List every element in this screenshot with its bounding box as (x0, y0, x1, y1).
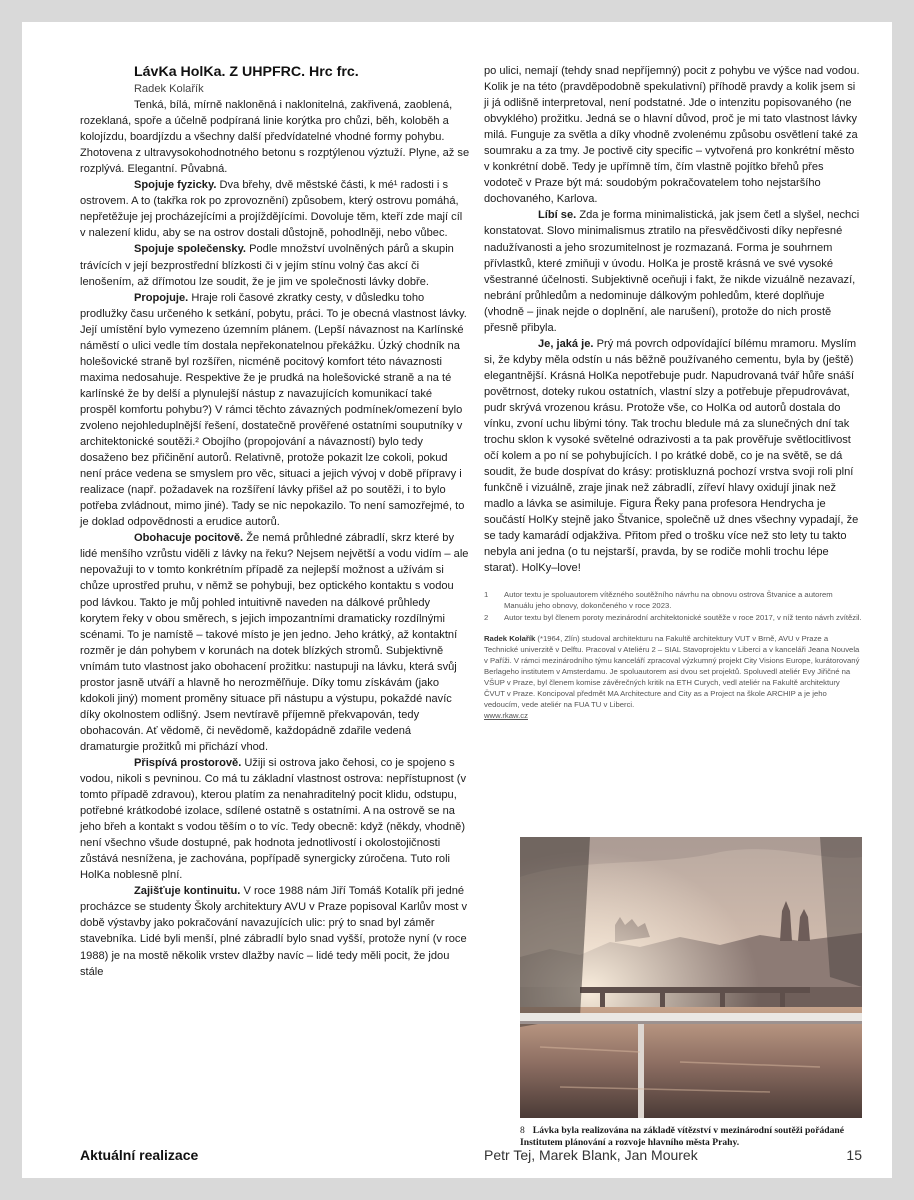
footnote-text: Autor textu je spoluautorem vítězného soutěžního návrhu na obnovu ostrova Štvanice a autorem Manuálu jeho obnovy, dokončeného v roce 2023. (504, 589, 833, 610)
footer-authors: Petr Tej, Marek Blank, Jan Mourek (484, 1147, 698, 1163)
left-column (80, 63, 470, 980)
footer-section-name: Aktuální realizace (80, 1147, 199, 1163)
footnotes (484, 589, 862, 623)
right-column (484, 63, 862, 721)
bio-website-link[interactable]: www.rkaw.cz (484, 710, 528, 720)
footnote (484, 612, 862, 623)
page-number: 15 (846, 1147, 862, 1163)
bridge-photo (520, 837, 862, 1118)
author-bio (484, 633, 862, 721)
paragraph: Tenká, bílá, mírně nakloněná i naklonitelná, zakřivená, zaoblená, rozeklaná, spoře a účelně podpíraná linie korýtka pro chůzi, běh, koloběh a kolojízdu, boardjízdu a všechny další předvídatelné vhodné formy pohybu. Zhotovena z ultravysokohodnotného betonu s rozptýlenou výztuží. Plyne, až se rozplývá. Elegantní. Půvabná. (80, 99, 470, 176)
paragraph: Propojuje. Hraje roli časové zkratky cesty, v důsledku toho prodlužky času určeného k setkání, pobytu, práci. To je obecná vlastnost lávky. Její umístění bylo vymezeno územním plánem. (Lepší návaznost na Karlínské náměstí o ulici vedle tím dostala nepřekonatelnou překážku. Úzký chodník na holešovické straně byl rozšířen, nicméně pocitový komfort této návaznosti maxima nedosahuje. Respektive že je prudká na holešovické straně a na té karlínské že by delší a plynulejší nástup z navazujících komunikací také prospěl komfortu pohybu?) V rámci těchto závazných podmínek/omezení bylo zvoleno nejohleduplnější řešení, dostatečně prověřené ostatními souputníky v architektonické soutěži.² Obojího (propojování a návazností) bylo tedy dosaženo bez přičinění autorů. Relativně, protože pokazit lze cokoli, pokud není práce vedena se smyslem pro věc, situaci a jejich vývoj v době přípravy i realizace (např. požadavek na rozšíření lávky přišel až po soutěži, i to bylo potřeba zvládnout, mimo jiné). Tady se nic nepokazilo. To není samozřejmé, to je doklad odpovědnosti a erudice autorů. (80, 291, 467, 529)
footnote-text: Autor textu byl členem poroty mezinárodní architektonické soutěže v roce 2017, v níž tento návrh zvítězil. (504, 612, 862, 622)
article-title: LávKa HolKa. Z UHPFRC. Hrc frc. (134, 64, 359, 80)
paragraph: po ulici, nemají (tehdy snad nepříjemný) pocit z pohybu ve výšce nad vodou. Kolik je na této (pravděpodobně spekulativní) příhodě pravdy a kolik jsem si ji já odlišně interpretoval, není podstatné. Jde o intenzitu popisovaného (ne obvyklého) prožitku. Jedná se o hlavní důvod, proč je mi tato vlastnost lávky milá. Funguje za světla a díky vhodně zvolenému způsobu osvětlení také za soumraku a za tmy. Je poctivě city specific – vytvořená pro konkrétní město v konkrétní době. Tedy je upřímně tím, čím vlastně pojítko břehů přes vodoteč v Praze být má: soudobým pokračovatelem toho nejstaršího dochovaného, Karlova. (484, 65, 860, 206)
bridge-photo-illustration (520, 837, 862, 1118)
page (22, 22, 892, 1178)
footnote (484, 589, 862, 611)
footnote-number: 2 (484, 612, 489, 622)
bio-name: Radek Kolařík (484, 633, 536, 643)
paragraph: Přispívá prostorově. Užiji si ostrova jako čehosi, co je spojeno s vodou, nikoli s pevninou. Co má tu základní vlastnost ostrova: nepřístupnost (v tomto případě zdravou), kterou platím za nenahraditelný pocit klidu, odstupu, potřebné krátkodobé izolace, sdílené ostatně s ostatními. A na ostrově se na jeho břeh a kontakt s vodou těším o to víc. Tedy obecně: když (někdy, vhodně) není všechno všude dostupné, pak hodnota jednotlivostí i okolostojičnosti zůstává nesnížena, je zachována, popřípadě synergicky zúročena. Tuto roli HolKa noblesně plní. (80, 756, 467, 882)
paragraph: Líbí se. Zda je forma minimalistická, jak jsem četl a slyšel, nechci konstatovat. Slovo minimalismus ztratilo na přesvědčivosti díky nepřesné nadužívanosti a jeho srozumitelnost je rozmazaná. Forma je souhrnem přívlastků, které zmiňuji v úvodu. HolKa je prostě krásná ve své vysoké všestranné účelnosti. Subjektivně oceňuji i fakt, že nikde vizuálně nezavazí, nebrání průhledům a nedominuje dálkovým pohledům, které doplňuje (vhodně – jinak nejde o doplnění, ale narušení), protože do nich prostě přesně přibyla. (484, 209, 860, 334)
paragraph: Obohacuje pocitově. Že nemá průhledné zábradlí, skrz které by lidé menšího vzrůstu viděli z lávky na řeku? Nejsem největší a vodu vidím – ale nepovažuji to v tomto konkrétním případě za nejlepší možnost a užívám si chůze uprostřed pruhu, v němž se pohybuji, bez optického kontaktu s vodou pod lávkou. Takto je můj pohled intuitivně naveden na dálkové průhledy korytem řeky v obou směrech, s jejich impozantními dramaticky rozdílnými scénami. To je namístě – takové místo je jen jedno. Jeho krátký, až kontaktní rozměr je dán pohybem v korunách na dotek blízkých stromů. Subjektivně vnímám tuto vlastnost jako obohacení prožitku: nastupuji na lávku, která svůj prostor jasně utváří a hlavně ho nerozměľňuje. Díky tomu získávám (jako kdokoli jiný) moment proměny situace při nástupu a výstupu, pokaždé navíc díky okolnostem odlišný. Jsem nevtíravě příjemně překvapován, tedy obohacován. Ať vědomě, či nevědomě, každopádně zdařile vedená dramaturgie prožitků mi přichází vhod. (80, 532, 469, 753)
article-author: Radek Kolařík (134, 83, 204, 95)
paragraph: Je, jaká je. Prý má povrch odpovídající bílému mramoru. Myslím si, že kdyby měla odstín u nás běžně používaného cementu, byla by (ještě) elegantnější. Krásná HolKa nepotřebuje pudr. Napudrovaná tvář hůře snáší povětrnost, doteky rukou ostatních, vlastní slzy a potřebuje přepudrovávat, pudr skrývá vrozenou krásu. Protože vše, co HolKa od autorů dostala do vínku, zvoní uchu libými tóny. Tak trochu bledule má za slunečných dní tak trochu sklon k vysoké světelné odrazivosti a ta pak prověřuje světlocitlivost očí kolem a po ní se pohybujících. I po krátké době, co je na světě, se dá soudit, že bude dospívat do krásy: protiskluzná pochozí vrstva svoji roli plní funkčně i vizuálně, zraje jinak než zábradlí, zířeví hlavy oxidují jinak než madlo a lávka se asimiluje. Figura Řeky pana profesora Hendrycha je součástí HolKy stejně jako Štvanice, společně už dnes všechny vypadají, že se tady kamarádí odjakživa. Přitom před o trošku více než sto lety tu takto nebyla ani jedna (o tu nejstarší, pravda, by se rodiče mohli trochu lépe starat). HolKy–love! (484, 337, 859, 575)
paragraph: Spojuje fyzicky. Dva břehy, dvě městské části, k mé¹ radosti i s ostrovem. A to (takřka rok po zprovoznění) způsobem, který ostrovu pomáhá, nepřetěžuje jej procházejícími a projíždějícími. Dovoluje těm, kteří zde mají cíl v nalezení klidu, aby se na ostrov dostali důstojně, pohodlněji, nebo vůbec. (80, 179, 463, 240)
photo-caption (520, 1125, 862, 1149)
bio-text: (*1964, Zlín) studoval architekturu na Fakultě architektury VUT v Brně, AVU v Praze a Technické univerzitě v Delftu. Pracoval v Ateliéru 2 – SIAL Stavoprojektu v Liberci a v kanceláři Jeana Nouvela v Paříži. V rámci mezinárodního týmu kanceláří zpracoval výzkumný projekt City Visions Europe, kurátorovaný Berlageho institutem v Amsterdamu. Je spoluautorem asi dvou set projektů. Spoluvedl ateliér Evy Jiřičné na VŠUP v Praze, byl členem komise závěrečných kritik na ETH Curych, vedl ateliér na Fakultě architektury ČVUT v Praze. Koncipoval předmět MA Architecture and City as a Project na škole ARCHIP a je jeho vedoucím, vede ateliér na FUA TU v Liberci. (484, 633, 860, 709)
footnote-number: 1 (484, 589, 489, 599)
paragraph: Zajišťuje kontinuitu. V roce 1988 nám Jiří Tomáš Kotalík při jedné procházce se studenty Školy architektury AVU v Praze popisoval Karlův most v době výstavby jako pokračování navazujících ulic: prý to snad byl záměr stavebníka. Lidé byli menší, plné zábradlí bylo snad vyšší, protože nyní (v roce 1988) je na mostě několik vrstev dlažby navíc – lidé tedy měli pocit, že jdou stále (80, 885, 468, 978)
caption-text: Lávka byla realizována na základě vítězství v mezinárodní soutěži pořádané Institutem plánování a rozvoje hlavního města Prahy. (520, 1125, 844, 1148)
caption-number: 8 (520, 1125, 525, 1136)
paragraph: Spojuje společensky. Podle množství uvolněných párů a skupin trávících v její bezprostřední blízkosti či v jejím stínu volný čas akcí či lenošením, až dřímotou lze soudit, že je jim ve společnosti lávky dobře. (80, 243, 454, 288)
